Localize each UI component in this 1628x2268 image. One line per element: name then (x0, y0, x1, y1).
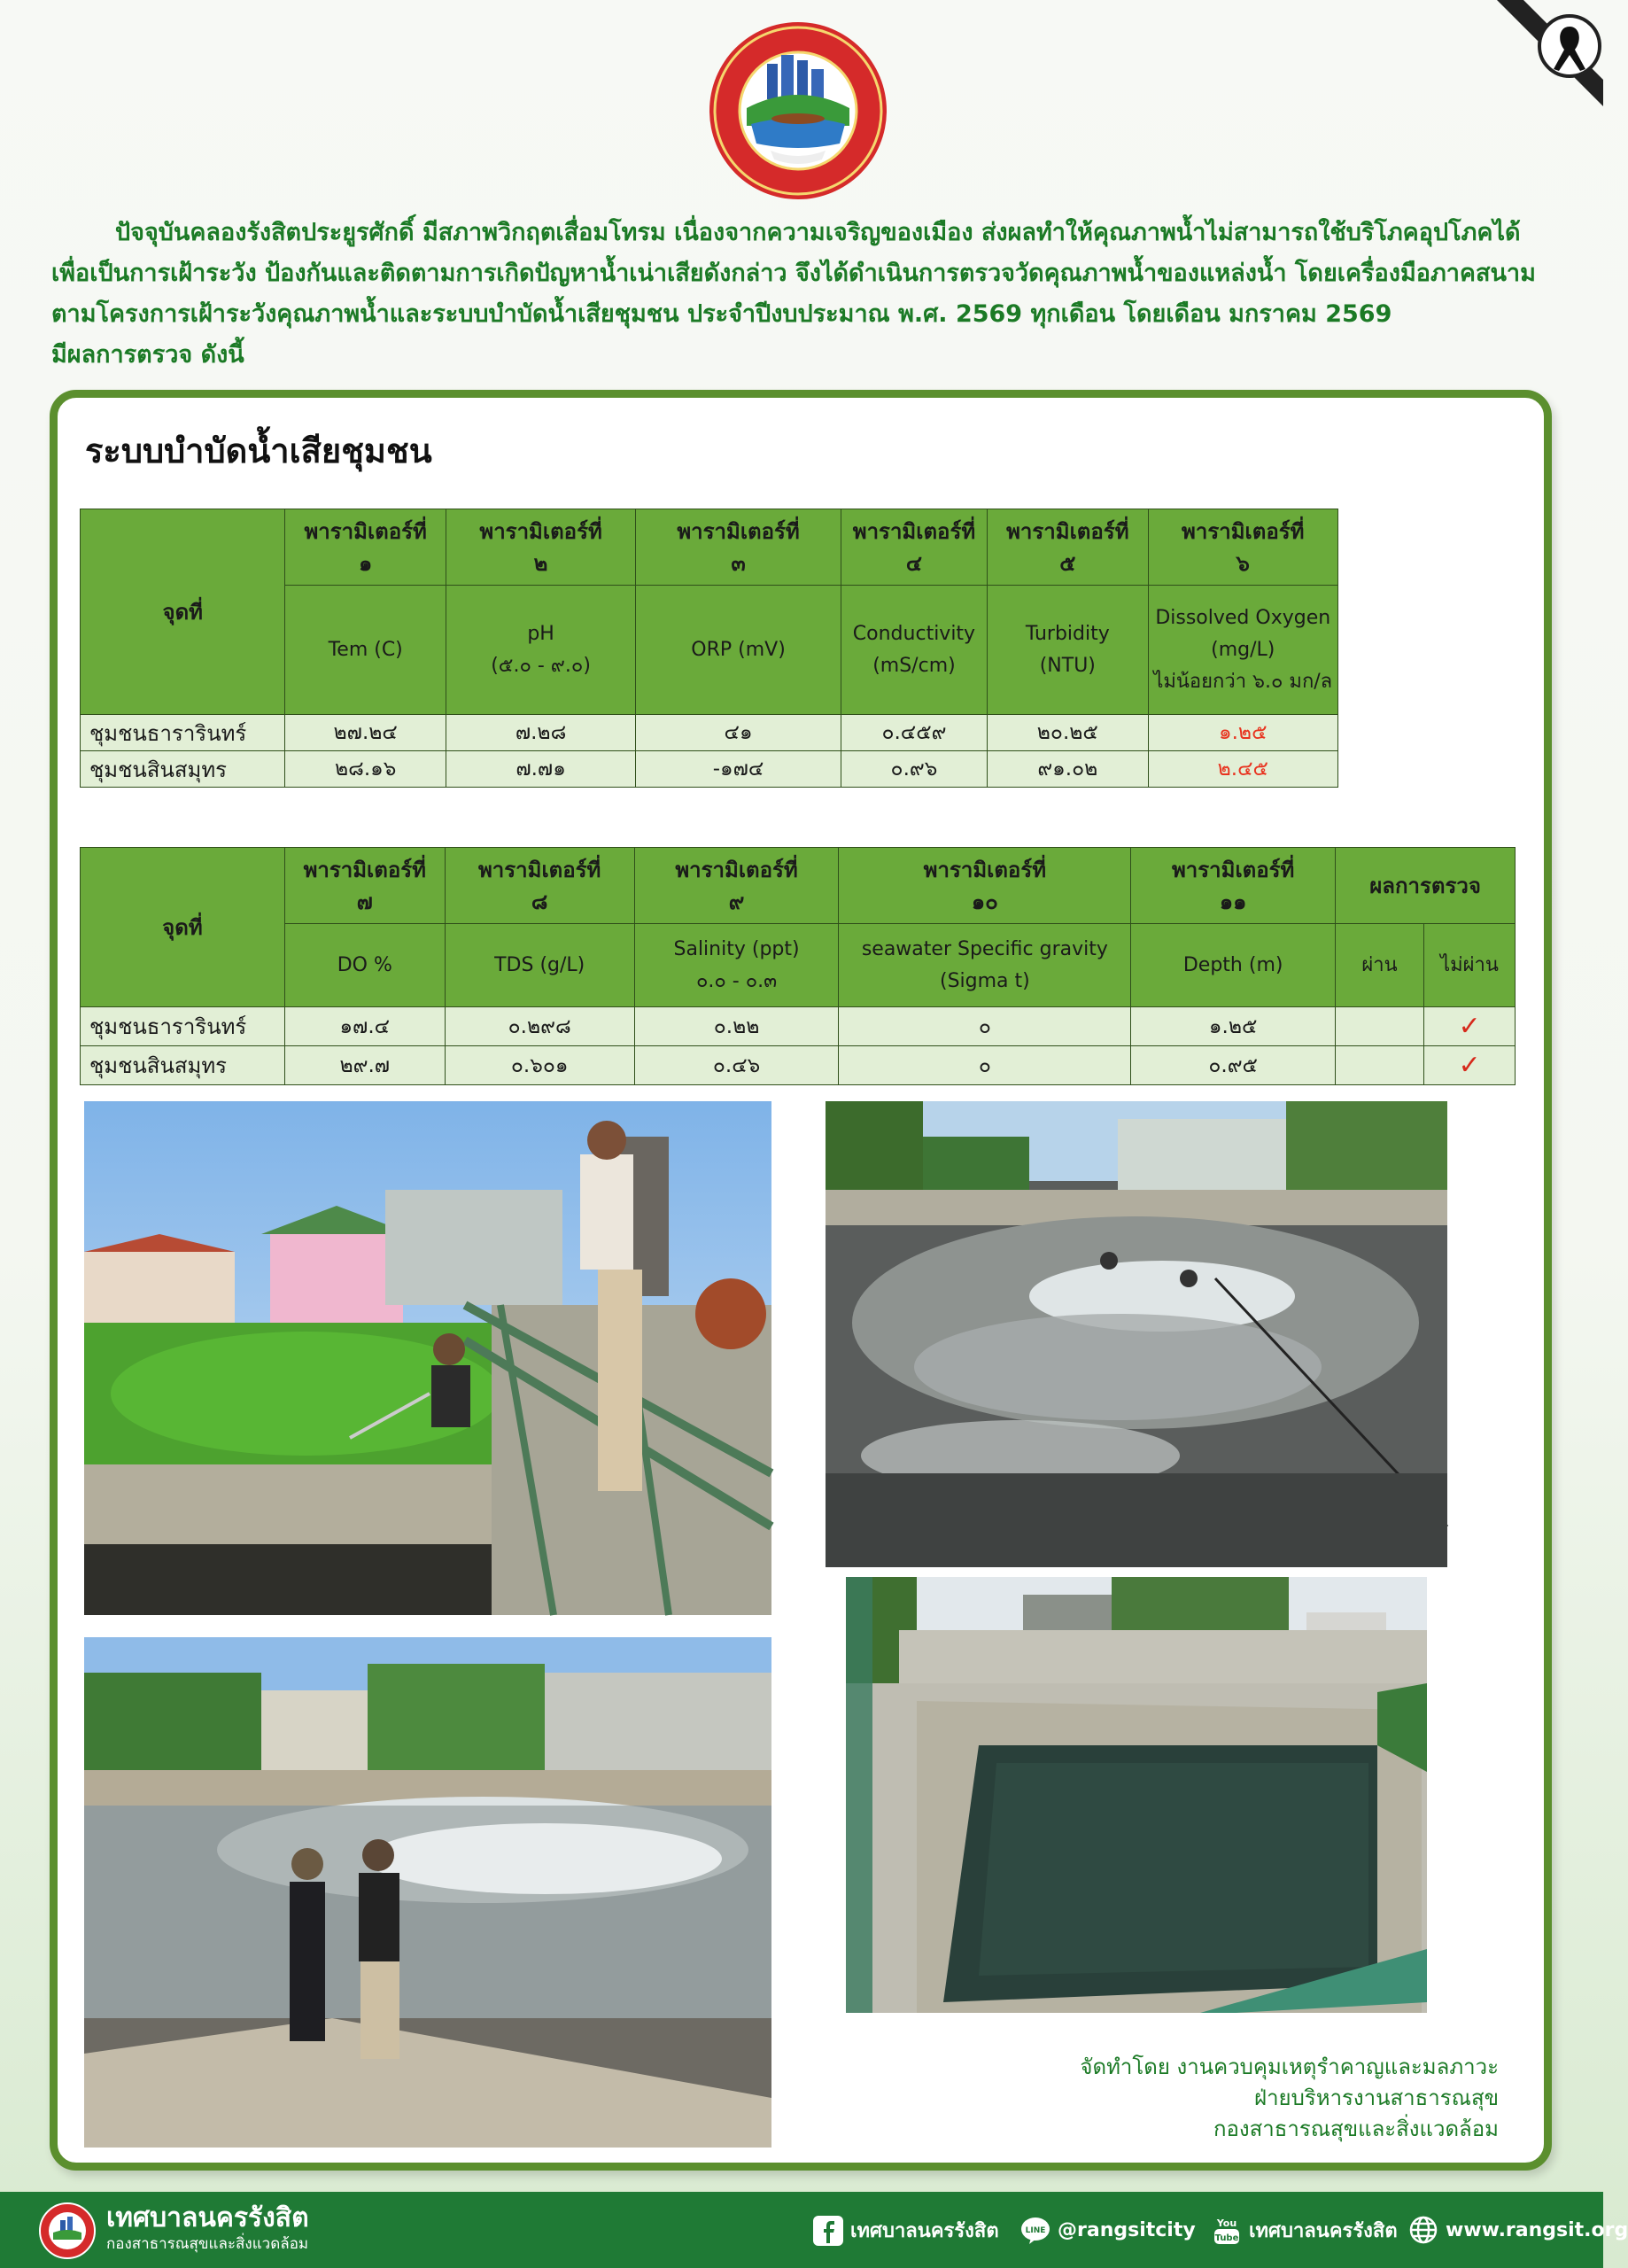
facebook-label: เทศบาลนครรังสิต (850, 2220, 999, 2242)
value-cell: ๑.๒๕ (1131, 1007, 1336, 1046)
photo-sampling-green-pond (84, 1101, 771, 1615)
facebook-link[interactable] (813, 2215, 999, 2246)
water-quality-table-2 (80, 847, 1516, 1085)
value-cell-alert: ๑.๒๕ (1148, 715, 1338, 751)
website-label: www.rangsit.org (1446, 2218, 1628, 2241)
value-cell: ๒๐.๒๕ (988, 715, 1148, 751)
footer-bar (0, 2192, 1628, 2268)
param-header: พารามิเตอร์ที่ ๙ (634, 848, 839, 924)
intro-line: เพื่อเป็นการเฝ้าระวัง ป้องกันและติดตามการเกิดปัญหาน้ำเน่าเสียดังกล่าว จึงได้ดำเนินการตรวจวัดคุณภาพน้ำของแหล่งน้ำ โดยเครื่องมือภาคสนาม (51, 260, 1536, 287)
fail-check-icon: ✓ (1424, 1007, 1516, 1046)
intro-line: ปัจจุบันคลองรังสิตประยูรศักดิ์ มีสภาพวิกฤตเสื่อมโทรม เนื่องจากความเจริญของเมือง ส่งผลทำให้คุณภาพน้ำไม่สามารถใช้บริโภคอุปโภคได้ (115, 219, 1521, 246)
water-quality-table-1 (80, 509, 1338, 788)
param-unit: Tem (C) (285, 586, 446, 715)
site-name: ชุมชนสินสมุทร (81, 751, 285, 788)
youtube-link[interactable] (1212, 2215, 1398, 2246)
param-header: พารามิเตอร์ที่ ๕ (988, 509, 1148, 586)
globe-icon (1408, 2215, 1438, 2245)
param-header: พารามิเตอร์ที่ ๑๐ (839, 848, 1131, 924)
section-title: ระบบบำบัดน้ำเสียชุมชน (85, 431, 432, 470)
param-unit: Turbidity (NTU) (988, 586, 1148, 715)
value-cell: ๐.๔๕๙ (841, 715, 987, 751)
value-cell: ๒๙.๗ (284, 1046, 445, 1085)
site-name: ชุมชนสินสมุทร (81, 1046, 285, 1085)
svg-text:You: You (1216, 2217, 1237, 2229)
param-unit: ORP (mV) (636, 586, 841, 715)
value-cell: ๐.๔๖ (634, 1046, 839, 1085)
youtube-label: เทศบาลนครรังสิต (1249, 2220, 1398, 2242)
pass-cell (1336, 1007, 1424, 1046)
credit-line: กองสาธารณสุขและสิ่งแวดล้อม (1213, 2117, 1499, 2141)
value-cell: ๐ (839, 1007, 1131, 1046)
value-cell: ๐.๒๒ (634, 1007, 839, 1046)
value-cell: ๐.๖๐๑ (445, 1046, 634, 1085)
line-label: @rangsitcity (1058, 2218, 1196, 2241)
value-cell: ๒๗.๒๔ (285, 715, 446, 751)
facebook-icon (813, 2216, 843, 2246)
line-icon (1020, 2215, 1050, 2245)
param-header: พารามิเตอร์ที่ ๑ (285, 509, 446, 586)
svg-text:Tube: Tube (1214, 2233, 1239, 2243)
website-link[interactable] (1408, 2215, 1628, 2245)
youtube-icon (1212, 2216, 1242, 2246)
footer-org-sub: กองสาธารณสุขและสิ่งแวดล้อม (106, 2235, 309, 2253)
value-cell: -๑๗๔ (636, 751, 841, 788)
value-cell: ๐.๙๕ (1131, 1046, 1336, 1085)
value-cell-alert: ๒.๔๕ (1148, 751, 1338, 788)
param-unit: Depth (m) (1131, 924, 1336, 1007)
value-cell: ๐.๙๖ (841, 751, 987, 788)
svg-text:LINE: LINE (1025, 2226, 1046, 2235)
value-cell: ๑๗.๔ (284, 1007, 445, 1046)
photo-staff-aerated-pond (84, 1637, 771, 2148)
param-header: พารามิเตอร์ที่ ๗ (284, 848, 445, 924)
pass-cell (1336, 1046, 1424, 1085)
table-row (81, 715, 1338, 751)
table-row (81, 751, 1338, 788)
intro-line: ตามโครงการเฝ้าระวังคุณภาพน้ำและระบบบำบัดน้ำเสียชุมชน ประจำปีงบประมาณ พ.ศ. 2569 ทุกเดือน โดยเดือน มกราคม 2569 (51, 300, 1392, 328)
param-unit: Dissolved Oxygen (mg/L) ไม่น้อยกว่า ๖.๐ มก/ล (1148, 586, 1338, 715)
line-link[interactable] (1020, 2215, 1196, 2245)
site-name: ชุมชนธารารินทร์ (81, 1007, 285, 1046)
value-cell: ๐ (839, 1046, 1131, 1085)
value-cell: ๔๑ (636, 715, 841, 751)
municipality-logo (707, 19, 889, 202)
credit-line: จัดทำโดย งานควบคุมเหตุรำคาญและมลภาวะ (1080, 2054, 1499, 2079)
credit-block (1080, 2052, 1499, 2145)
intro-line: มีผลการตรวจ ดังนี้ (51, 341, 244, 369)
mourning-ribbon-icon (1488, 0, 1603, 115)
param-unit: DO % (284, 924, 445, 1007)
param-header: พารามิเตอร์ที่ ๔ (841, 509, 987, 586)
value-cell: ๐.๒๙๘ (445, 1007, 634, 1046)
credit-line: ฝ่ายบริหารงานสาธารณสุข (1254, 2085, 1499, 2110)
param-unit: seawater Specific gravity (Sigma t) (839, 924, 1131, 1007)
photo-aerated-pond (826, 1101, 1447, 1567)
footer-org (106, 2202, 309, 2254)
param-unit: Salinity (ppt) ๐.๐ - ๐.๓ (634, 924, 839, 1007)
param-header: พารามิเตอร์ที่ ๓ (636, 509, 841, 586)
value-cell: ๙๑.๐๒ (988, 751, 1148, 788)
param-unit: Conductivity (mS/cm) (841, 586, 987, 715)
value-cell: ๒๘.๑๖ (285, 751, 446, 788)
result-header: ผลการตรวจ (1336, 848, 1516, 924)
intro-paragraph (51, 213, 1557, 376)
fail-header: ไม่ผ่าน (1424, 924, 1516, 1007)
fail-check-icon: ✓ (1424, 1046, 1516, 1085)
param-header: พารามิเตอร์ที่ ๖ (1148, 509, 1338, 586)
footer-org-name: เทศบาลนครรังสิต (106, 2202, 309, 2233)
param-header: พารามิเตอร์ที่ ๘ (445, 848, 634, 924)
param-header: พารามิเตอร์ที่ ๒ (446, 509, 635, 586)
param-header: พารามิเตอร์ที่ ๑๑ (1131, 848, 1336, 924)
pass-header: ผ่าน (1336, 924, 1424, 1007)
value-cell: ๗.๒๘ (446, 715, 635, 751)
table-row (81, 1007, 1516, 1046)
footer-logo (39, 2202, 96, 2259)
param-unit: TDS (g/L) (445, 924, 634, 1007)
param-unit: pH (๕.๐ - ๙.๐) (446, 586, 635, 715)
value-cell: ๗.๗๑ (446, 751, 635, 788)
site-header: จุดที่ (81, 509, 285, 715)
photo-concrete-tank (846, 1577, 1427, 2013)
site-header: จุดที่ (81, 848, 285, 1007)
site-name: ชุมชนธารารินทร์ (81, 715, 285, 751)
table-row (81, 1046, 1516, 1085)
